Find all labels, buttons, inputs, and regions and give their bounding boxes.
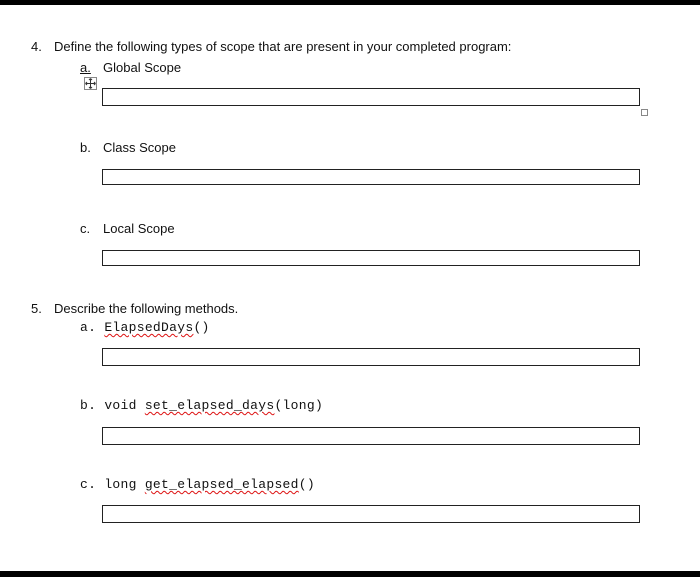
resize-handle-icon[interactable] — [641, 109, 648, 116]
q4-item-c-label: Local Scope — [103, 221, 175, 236]
q4-item-b-label: Class Scope — [103, 140, 176, 155]
q5-item-b-prefix: void — [104, 398, 145, 413]
move-arrows-glyph — [85, 78, 96, 89]
q5-item-a-letter: a. — [80, 320, 97, 335]
q5-item-b-suffix: (long) — [274, 398, 324, 413]
answer-box-set-elapsed-days[interactable] — [102, 427, 640, 445]
q5-item-c-name: get_elapsed_elapsed — [144, 477, 299, 492]
q5-item-a-suffix: () — [193, 320, 210, 335]
answer-box-class-scope[interactable] — [102, 169, 640, 185]
q5-item-c-prefix: long — [104, 477, 145, 492]
answer-box-global-scope[interactable] — [102, 88, 640, 106]
question-4-text: Define the following types of scope that are present in your completed program: — [54, 39, 512, 54]
q5-item-c-letter: c. — [80, 477, 97, 492]
answer-box-local-scope[interactable] — [102, 250, 640, 266]
q5-item-b — [80, 398, 323, 413]
q5-item-b-letter: b. — [80, 398, 97, 413]
document-page — [0, 5, 700, 571]
q4-item-b-letter: b. — [80, 140, 91, 155]
question-5-text: Describe the following methods. — [54, 301, 239, 316]
answer-box-get-elapsed-elapsed[interactable] — [102, 505, 640, 523]
q4-item-a-label: Global Scope — [103, 60, 182, 75]
q5-item-b-name: set_elapsed_days — [144, 398, 275, 413]
q5-item-c — [80, 477, 315, 492]
q4-item-a-letter: a. — [80, 60, 91, 75]
q5-item-a-name: ElapsedDays — [104, 320, 194, 335]
q5-item-c-suffix: () — [298, 477, 315, 492]
move-arrows-icon[interactable] — [84, 77, 97, 90]
question-5-number: 5. — [31, 301, 42, 316]
q5-item-a — [80, 320, 210, 335]
q4-item-c-letter: c. — [80, 221, 91, 236]
answer-box-elapsed-days[interactable] — [102, 348, 640, 366]
question-4-number: 4. — [31, 39, 42, 54]
